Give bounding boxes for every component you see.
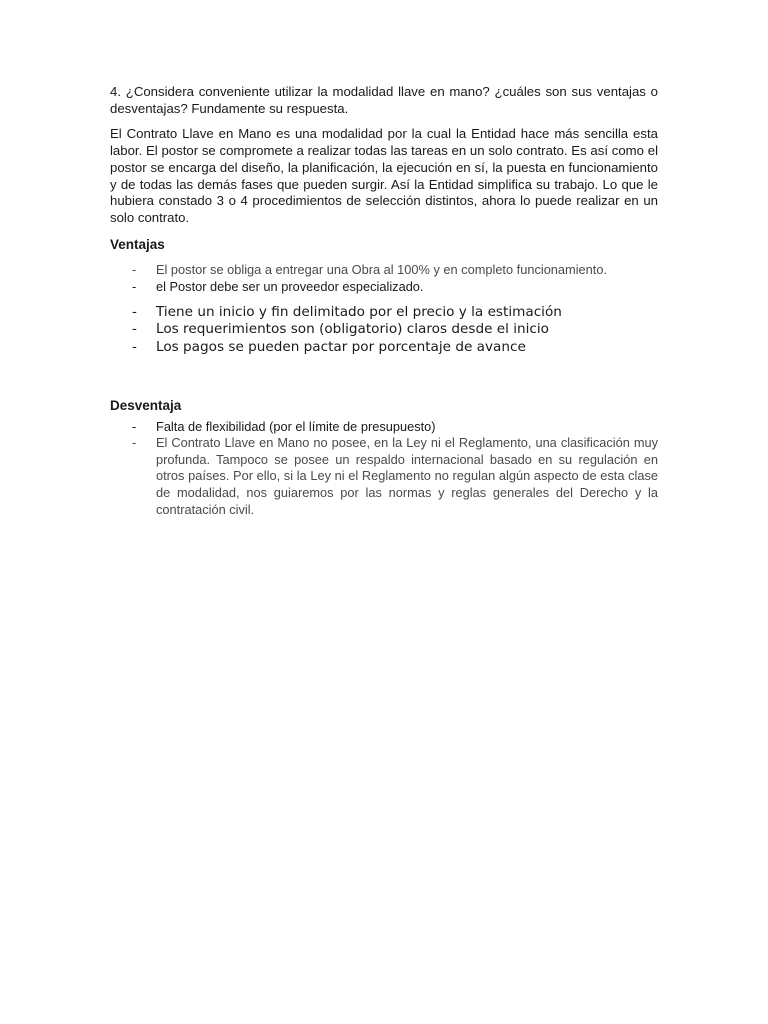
list-item xyxy=(110,261,658,279)
dash-bullet: - xyxy=(132,339,137,355)
list-item xyxy=(110,278,658,296)
list-item xyxy=(110,419,658,436)
dash-bullet: - xyxy=(132,321,137,338)
list-item-text: Los requerimientos son (obligatorio) claros desde el inicio xyxy=(156,321,549,338)
list-item xyxy=(110,304,658,322)
list-item xyxy=(110,435,658,518)
dash-bullet: - xyxy=(132,418,137,434)
dash-bullet: - xyxy=(132,261,137,277)
list-item-text: Los pagos se pueden pactar por porcentaje de avance xyxy=(156,339,526,355)
dash-bullet: - xyxy=(132,279,137,295)
ventajas-list-extra xyxy=(110,304,658,357)
list-item xyxy=(110,339,658,357)
dash-bullet: - xyxy=(132,435,137,451)
question-text: 4. ¿Considera conveniente utilizar la modalidad llave en mano? ¿cuáles son sus ventajas o desventajas? Fundamente su respuesta. xyxy=(110,84,658,116)
desventaja-heading: Desventaja xyxy=(110,397,182,413)
dash-bullet: - xyxy=(132,303,137,320)
list-item-text: el Postor debe ser un proveedor especializado. xyxy=(156,279,424,295)
list-item-text: El postor se obliga a entregar una Obra al 100% y en completo funcionamiento. xyxy=(156,261,608,277)
list-item-text: Tiene un inicio y fin delimitado por el precio y la estimación xyxy=(156,303,562,320)
answer-paragraph: El Contrato Llave en Mano es una modalidad por la cual la Entidad hace más sencilla esta labor. El postor se compromete a realizar todas las tareas en un solo contrato. Es así como el postor se encarga del diseño, la planificación, la ejecución en sí, la puesta en funcionamiento y de todas las demás fases que pueden surgir. Así la Entidad simplifica su trabajo. Lo que le hubiera constado 3 o 4 procedimientos de selección distintos, ahora lo puede realizar en un solo contrato. xyxy=(110,126,658,225)
ventajas-list xyxy=(110,261,658,296)
desventaja-list xyxy=(110,419,658,519)
list-item-text: Falta de flexibilidad (por el límite de presupuesto) xyxy=(156,418,436,434)
document-page xyxy=(110,84,658,518)
list-item xyxy=(110,321,658,339)
list-item-text: El Contrato Llave en Mano no posee, en la Ley ni el Reglamento, una clasificación muy profunda. Tampoco se posee un respaldo internacional basado en su regulación en otros países. Por ello, si la Ley ni el Reglamento no regulan algún aspecto de esta clase de modalidad, nos guiaremos por las normas y reglas generales del Derecho y la contratación civil. xyxy=(156,435,658,517)
ventajas-heading: Ventajas xyxy=(110,236,165,252)
